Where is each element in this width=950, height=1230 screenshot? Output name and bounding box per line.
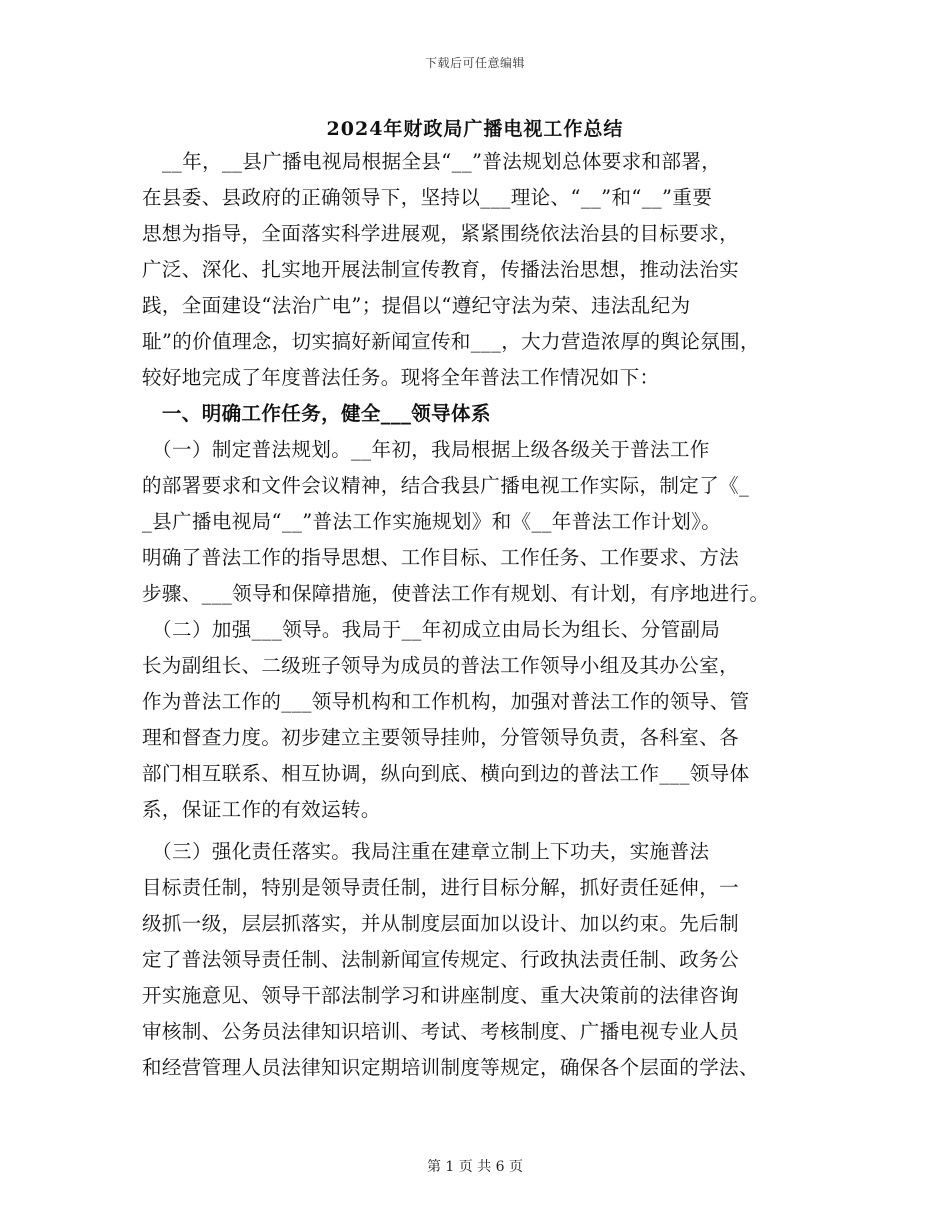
body-line: 践，全面建设“法治广电”；提倡以“遵纪守法为荣、违法乱纪为 bbox=[142, 294, 691, 317]
body-line: 系，保证工作的有效运转。 bbox=[142, 798, 381, 821]
document-body bbox=[142, 144, 812, 1086]
body-line: 审核制、公务员法律知识培训、考试、考核制度、广播电视专业人员 bbox=[142, 1020, 740, 1043]
body-line: 较好地完成了年度普法任务。现将全年普法工作情况如下： bbox=[142, 366, 660, 389]
body-line: 长为副组长、二级班子领导为成员的普法工作领导小组及其办公室， bbox=[142, 654, 740, 677]
body-line: 目标责任制，特别是领导责任制，进行目标分解，抓好责任延伸，一 bbox=[142, 876, 740, 899]
body-line: 理和督查力度。初步建立主要领导挂帅，分管领导负责，各科室、各 bbox=[142, 726, 740, 749]
body-line: 开实施意见、领导干部法制学习和讲座制度、重大决策前的法律咨询 bbox=[142, 984, 740, 1007]
body-line: 明确了普法工作的指导思想、工作目标、工作任务、工作要求、方法 bbox=[142, 546, 740, 569]
body-line: 思想为指导，全面落实科学进展观，紧紧围绕依法治县的目标要求， bbox=[142, 222, 740, 245]
body-line: 级抓一级，层层抓落实，并从制度层面加以设计、加以约束。先后制 bbox=[142, 912, 740, 935]
body-line: 部门相互联系、相互协调，纵向到底、横向到边的普法工作___领导体 bbox=[142, 762, 750, 785]
body-line: 在县委、县政府的正确领导下，坚持以___理论、“__”和“__”重要 bbox=[142, 186, 713, 209]
body-line: 步骤、___领导和保障措施，使普法工作有规划、有计划，有序地进行。 bbox=[142, 582, 770, 605]
body-line: 耻”的价值理念，切实搞好新闻宣传和___，大力营造浓厚的舆论氛围， bbox=[142, 330, 760, 353]
page-footer: 第 1 页 共 6 页 bbox=[426, 1159, 524, 1175]
body-line: （一）制定普法规划。__年初，我局根据上级各级关于普法工作 bbox=[142, 438, 710, 461]
body-line: 的部署要求和文件会议精神，结合我县广播电视工作实际，制定了《_ bbox=[142, 474, 750, 497]
body-line: 广泛、深化、扎实地开展法制宣传教育，传播法治思想，推动法治实 bbox=[142, 258, 740, 281]
body-line: _县广播电视局“__”普法工作实施规划》和《__年普法工作计划》。 bbox=[142, 510, 722, 533]
header-note: 下载后可任意编辑 bbox=[424, 56, 525, 70]
section-heading: 一、明确工作任务，健全___领导体系 bbox=[142, 402, 491, 425]
body-line: 作为普法工作的___领导机构和工作机构，加强对普法工作的领导、管 bbox=[142, 690, 750, 713]
body-line: （三）强化责任落实。我局注重在建章立制上下功夫，实施普法 bbox=[142, 840, 710, 863]
body-line: 定了普法领导责任制、法制新闻宣传规定、行政执法责任制、政务公 bbox=[142, 948, 740, 971]
body-line: （二）加强___领导。我局于__年初成立由局长为组长、分管副局 bbox=[142, 618, 721, 641]
body-line: 和经营管理人员法律知识定期培训制度等规定，确保各个层面的学法、 bbox=[142, 1056, 759, 1079]
body-line: __年，__县广播电视局根据全县“__”普法规划总体要求和部署， bbox=[142, 150, 722, 173]
document-title: 2024年财政局广播电视工作总结 bbox=[326, 118, 624, 140]
